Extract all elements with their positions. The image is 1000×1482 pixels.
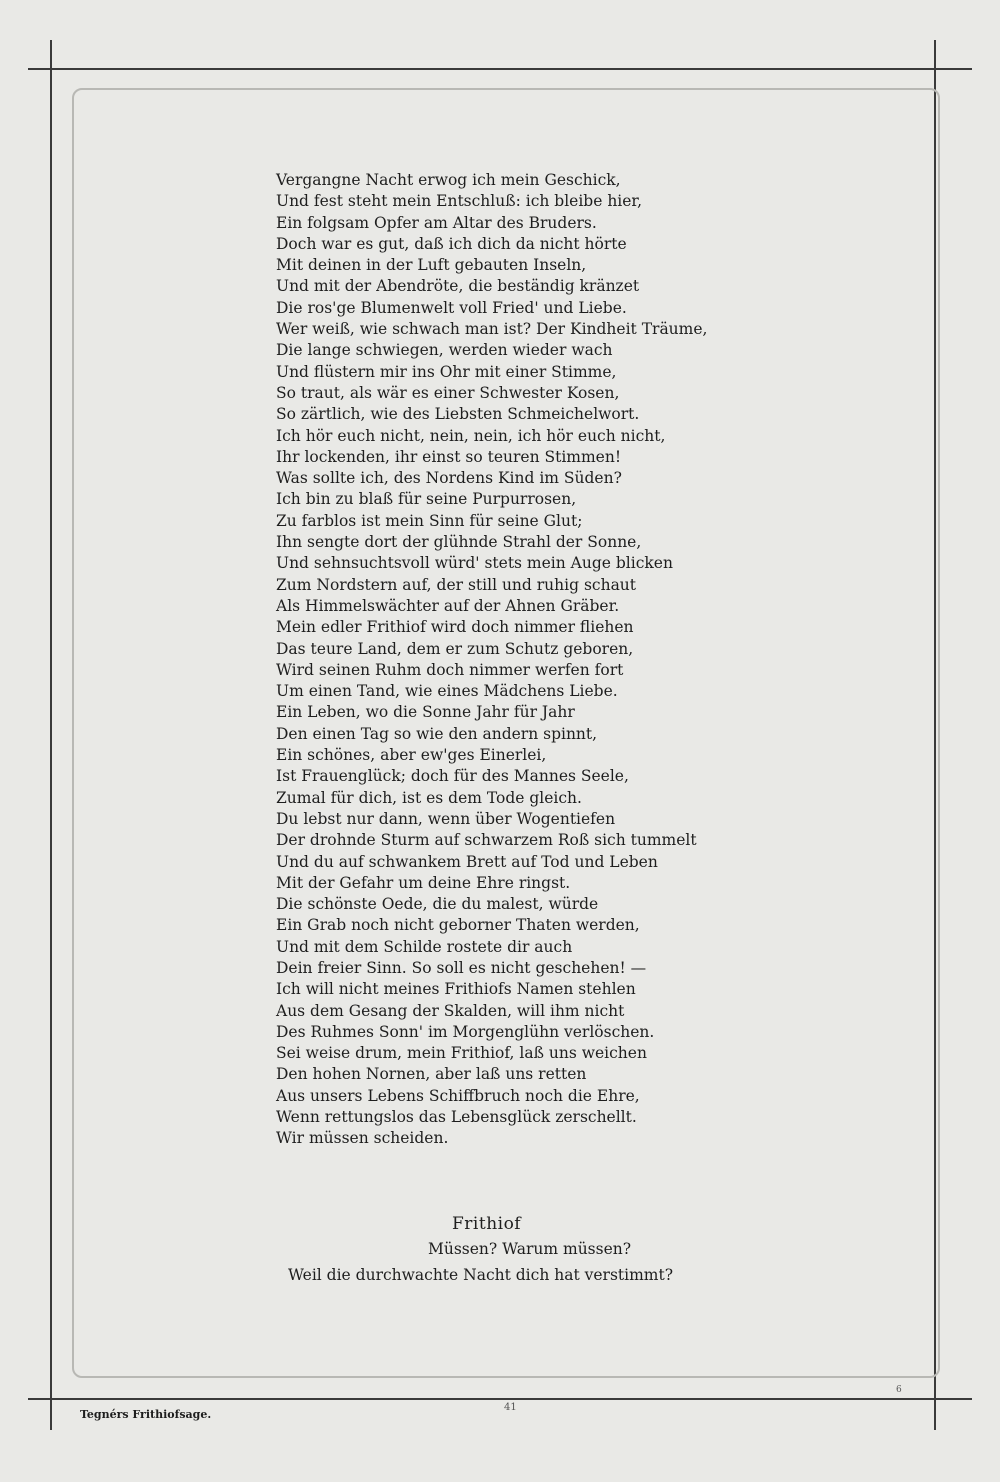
poem-line: Ein Leben, wo die Sonne Jahr für Jahr [276,703,575,722]
poem-line: Und mit der Abendröte, die beständig kränzet [276,277,640,296]
poem-line: Doch war es gut, daß ich dich da nicht hörte [276,234,627,253]
poem-line: Ein Grab noch nicht geborner Thaten werden, [276,916,640,935]
poem-line: Und flüstern mir ins Ohr mit einer Stimme, [276,362,617,381]
poem-line: Ist Frauenglück; doch für des Mannes Seele, [276,767,629,786]
reply-line-1: Müssen? Warum müssen? [428,1240,632,1258]
poem-line: Das teure Land, dem er zum Schutz geboren, [276,639,634,658]
poem-line: Wir müssen scheiden. [276,1129,449,1148]
poem-line: Ein schönes, aber ew'ges Einerlei, [276,746,547,765]
reply-line-2: Weil die durchwachte Nacht dich hat verstimmt? [288,1266,674,1284]
poem-line: Was sollte ich, des Nordens Kind im Süden? [276,469,622,488]
poem-line: Zum Nordstern auf, der still und ruhig schaut [276,575,637,594]
poem-line: Ihr lockenden, ihr einst so teuren Stimmen! [276,447,622,466]
left-rule [50,40,52,1430]
poem-line: Der drohnde Sturm auf schwarzem Roß sich tummelt [276,831,697,850]
poem-line: Dein freier Sinn. So soll es nicht geschehen! — [276,958,647,977]
poem-line: Als Himmelswächter auf der Ahnen Gräber. [276,596,620,615]
poem-line: Aus unsers Lebens Schiffbruch noch die Ehre, [276,1086,640,1105]
poem-line: Wenn rettungslos das Lebensglück zerschellt. [276,1108,637,1127]
poem-line: Die lange schwiegen, werden wieder wach [276,341,613,360]
poem-text [276,170,708,1150]
poem-line: Ich hör euch nicht, nein, nein, ich hör euch nicht, [276,426,666,445]
poem-line: Sei weise drum, mein Frithiof, laß uns weichen [276,1044,647,1063]
top-rule [28,68,972,70]
poem-line: Aus dem Gesang der Skalden, will ihm nicht [276,1001,625,1020]
poem-line: Ich will nicht meines Frithiofs Namen stehlen [276,980,636,999]
poem-line: So traut, als wär es einer Schwester Kosen, [276,383,620,402]
poem-line: Und mit dem Schilde rostete dir auch [276,937,573,956]
poem-line: Wer weiß, wie schwach man ist? Der Kindheit Träume, [276,320,708,339]
poem-line: Ich bin zu blaß für seine Purpurrosen, [276,490,577,509]
poem-line: Und sehnsuchtsvoll würd' stets mein Auge blicken [276,554,673,573]
speaker-name: Frithiof [452,1214,522,1234]
poem-line: Des Ruhmes Sonn' im Morgenglühn verlöschen. [276,1022,655,1041]
poem-line: Und du auf schwankem Brett auf Tod und Leben [276,852,658,871]
poem-line: Den einen Tag so wie den andern spinnt, [276,724,598,743]
poem-line: Die ros'ge Blumenwelt voll Fried' und Liebe. [276,298,627,317]
poem-line: Ihn sengte dort der glühnde Strahl der Sonne, [276,533,642,552]
poem-line: Den hohen Nornen, aber laß uns retten [276,1065,587,1084]
book-title: Tegnérs Frithiofsage. [80,1408,212,1421]
poem-line: Vergangne Nacht erwog ich mein Geschick, [276,171,621,189]
bottom-rule [28,1398,972,1400]
poem-line: Mit der Gefahr um deine Ehre ringst. [276,873,571,892]
poem-line: So zärtlich, wie des Liebsten Schmeichelwort. [276,405,640,424]
poem-line: Die schönste Oede, die du malest, würde [276,895,599,914]
poem-line: Du lebst nur dann, wenn über Wogentiefen [276,809,616,828]
poem-line: Mein edler Frithiof wird doch nimmer fliehen [276,618,634,637]
signature-mark: 6 [896,1385,902,1395]
poem-line: Zu farblos ist mein Sinn für seine Glut; [276,511,583,530]
page-number: 41 [504,1402,517,1413]
poem-line: Zumal für dich, ist es dem Tode gleich. [276,788,582,807]
poem-line: Wird seinen Ruhm doch nimmer werfen fort [276,660,624,679]
poem-line: Mit deinen in der Luft gebauten Inseln, [276,256,587,275]
poem-line: Und fest steht mein Entschluß: ich bleibe hier, [276,192,643,211]
poem-line: Um einen Tand, wie eines Mädchens Liebe. [276,682,618,701]
poem-line: Ein folgsam Opfer am Altar des Bruders. [276,213,597,232]
